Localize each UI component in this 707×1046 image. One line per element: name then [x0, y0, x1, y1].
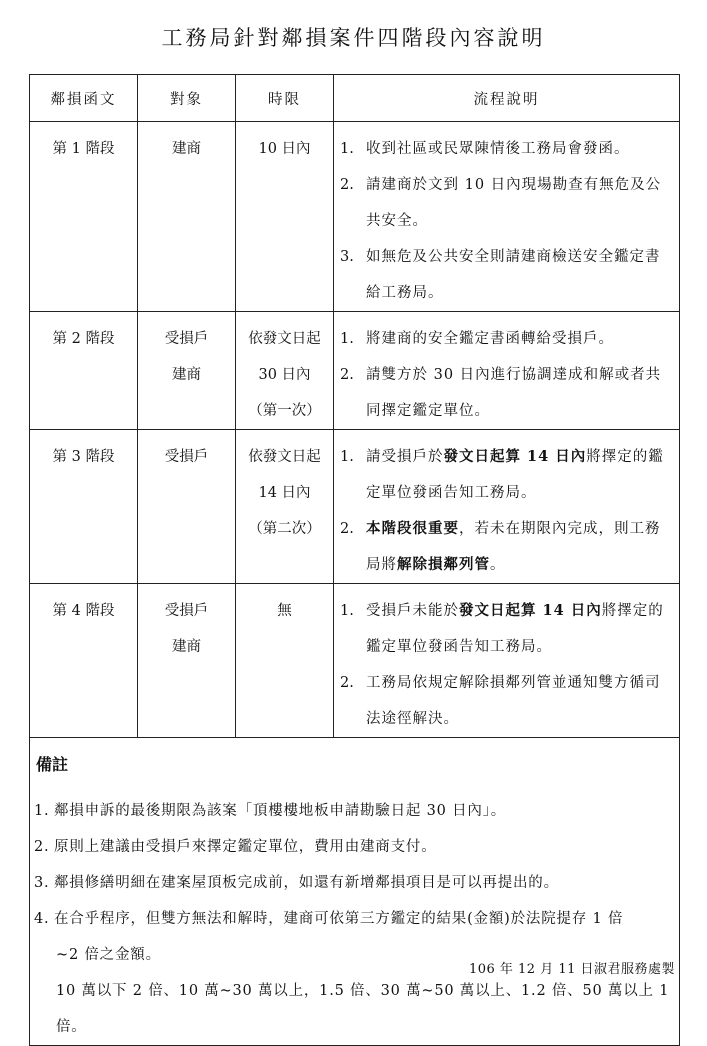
deadline-label: 10 日內 — [258, 141, 311, 157]
target-label: 受損戶 — [164, 331, 209, 347]
header-deadline: 時限 — [236, 75, 334, 122]
target-label: 建商 — [172, 639, 201, 655]
deadline-cell — [236, 312, 334, 430]
stage-cell — [30, 584, 138, 738]
process-step: 1. 收到社區或民眾陳情後工務局會發函。 — [340, 141, 630, 157]
table-header-row — [30, 75, 680, 122]
stage-label: 第 4 階段 — [52, 603, 115, 619]
document-title: 工務局針對鄰損案件四階段內容說明 — [161, 26, 546, 50]
stage-cell — [30, 430, 138, 584]
stage-cell — [30, 122, 138, 312]
table-row — [30, 430, 680, 584]
note-item: 2. 原則上建議由受損戶來擇定鑑定單位，費用由建商支付。 — [34, 839, 437, 855]
footer-credit: 106 年 12 月 11 日淑君服務處製 — [468, 962, 675, 977]
table-row — [30, 122, 680, 312]
emphasis-text: 本階段很重要 — [366, 520, 459, 537]
deadline-label: 依發文日起 — [248, 331, 321, 347]
note-item: 1. 鄰損申訴的最後期限為該案「頂樓樓地板申請勘驗日起 30 日內」。 — [34, 803, 507, 819]
header-target: 對象 — [138, 75, 236, 122]
target-label: 建商 — [172, 367, 201, 383]
emphasis-text: 發文日起算 14 日內 — [459, 602, 602, 619]
stages-table — [29, 74, 680, 1046]
deadline-cell — [236, 122, 334, 312]
deadline-cell — [236, 584, 334, 738]
process-step: 3. 如無危及公共安全則請建商檢送安全鑑定書給工務局。 — [340, 249, 661, 301]
target-cell — [138, 312, 236, 430]
process-step: 1. 將建商的安全鑑定書函轉給受損戶。 — [340, 331, 614, 347]
process-cell — [334, 430, 680, 584]
process-step: 2. 工務局依規定解除損鄰列管並通知雙方循司法途徑解決。 — [340, 675, 661, 727]
notes-row — [30, 738, 680, 1046]
stage-cell — [30, 312, 138, 430]
deadline-label: 依發文日起 — [248, 449, 321, 465]
table-row — [30, 584, 680, 738]
deadline-label: （第一次） — [248, 403, 321, 419]
deadline-cell — [236, 430, 334, 584]
note-item: 4. 在合乎程序，但雙方無法和解時，建商可依第三方鑑定的結果(金額)於法院提存 1 倍 — [34, 911, 624, 927]
notes-cell — [30, 738, 680, 1046]
note-extra: 10 萬以下 2 倍、10 萬~30 萬以上，1.5 倍、30 萬~50 萬以上、1.2 倍、50 萬以上 1 倍。 — [56, 983, 670, 1035]
deadline-label: 14 日內 — [258, 485, 311, 501]
process-cell — [334, 584, 680, 738]
target-label: 建商 — [172, 141, 201, 157]
header-letter: 鄰損函文 — [30, 75, 138, 122]
process-step: 2. 請雙方於 30 日內進行協調達成和解或者共同擇定鑑定單位。 — [340, 367, 662, 419]
target-cell — [138, 122, 236, 312]
process-step: 2. 本階段很重要，若未在期限內完成，則工務局將解除損鄰列管。 — [340, 520, 661, 573]
emphasis-text: 解除損鄰列管 — [397, 556, 490, 573]
process-cell — [334, 122, 680, 312]
stage-label: 第 2 階段 — [52, 331, 115, 347]
stage-label: 第 1 階段 — [52, 141, 115, 157]
deadline-label: 無 — [277, 603, 292, 619]
target-label: 受損戶 — [164, 603, 209, 619]
process-cell — [334, 312, 680, 430]
note-continuation: ~2 倍之金額。 — [56, 947, 161, 963]
notes-heading: 備註 — [36, 755, 69, 774]
emphasis-text: 發文日起算 14 日內 — [443, 448, 587, 465]
target-label: 受損戶 — [164, 449, 209, 465]
process-step: 1. 請受損戶於發文日起算 14 日內將擇定的鑑定單位發函告知工務局。 — [340, 448, 664, 501]
table-row — [30, 312, 680, 430]
header-process: 流程說明 — [334, 75, 680, 122]
note-item: 3. 鄰損修繕明細在建案屋頂板完成前，如還有新增鄰損項目是可以再提出的。 — [34, 875, 559, 891]
deadline-label: 30 日內 — [258, 367, 311, 383]
process-step: 1. 受損戶未能於發文日起算 14 日內將擇定的鑑定單位發函告知工務局。 — [340, 602, 664, 655]
stage-label: 第 3 階段 — [52, 449, 115, 465]
target-cell — [138, 584, 236, 738]
process-step: 2. 請建商於文到 10 日內現場勘查有無危及公共安全。 — [340, 177, 662, 229]
deadline-label: （第二次） — [248, 521, 321, 537]
target-cell — [138, 430, 236, 584]
